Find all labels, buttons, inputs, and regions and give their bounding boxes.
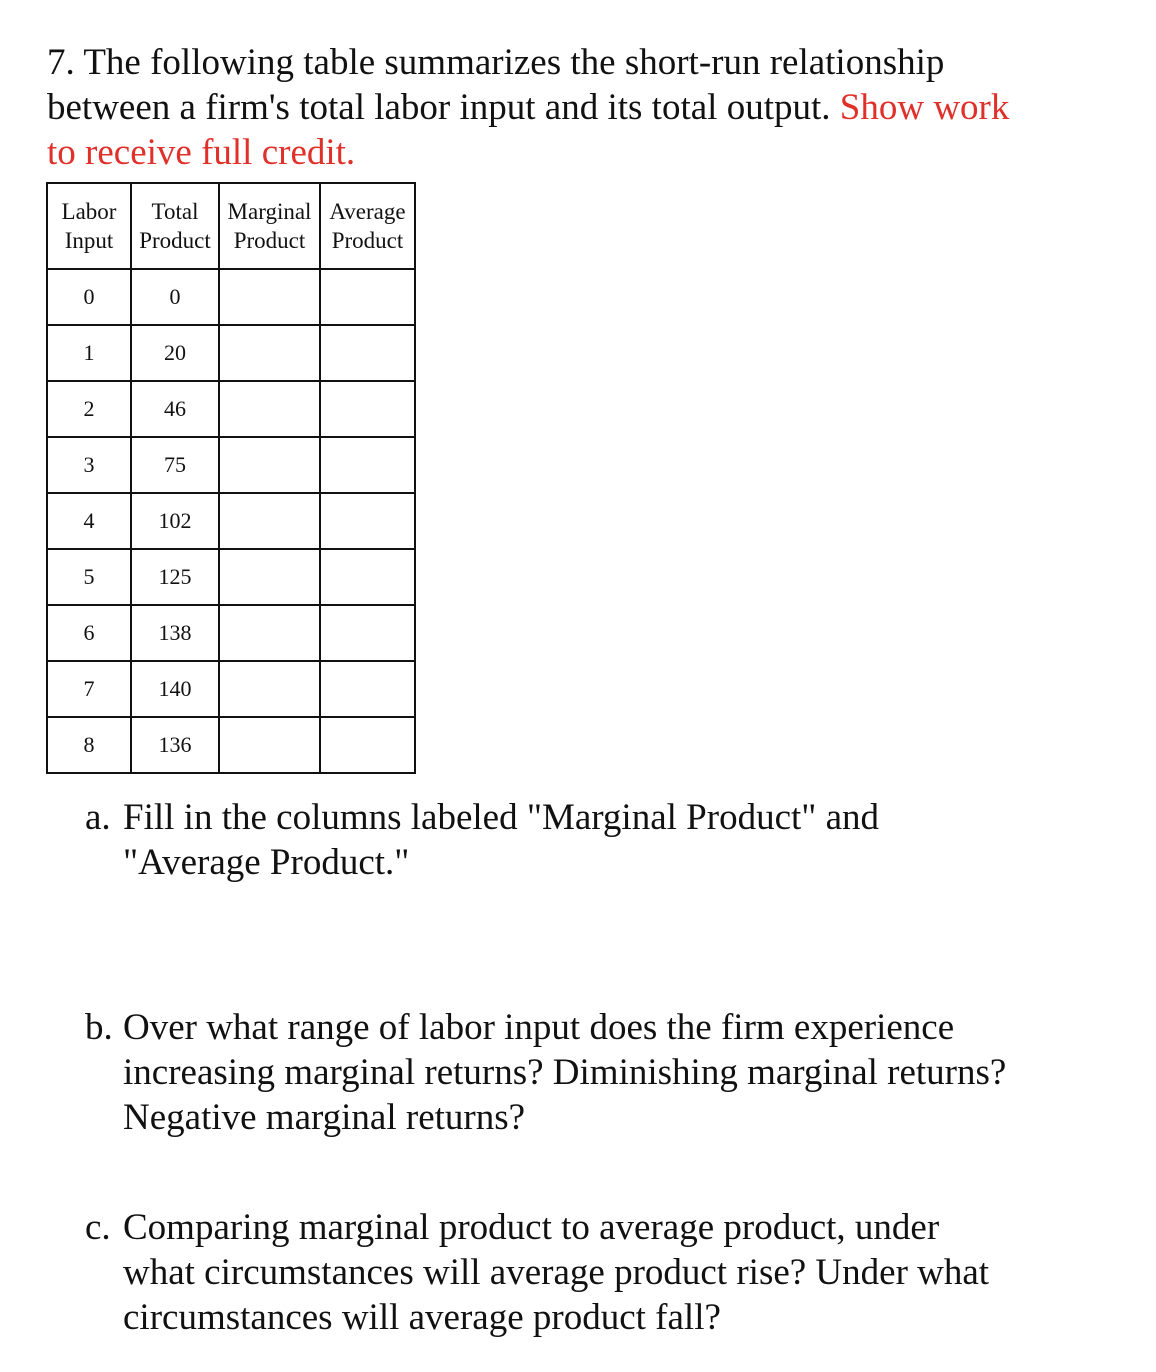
labor-cell: 3 [47, 437, 131, 493]
marginal-product-cell[interactable] [219, 605, 320, 661]
question-c [85, 1205, 1085, 1340]
table-row [47, 437, 415, 493]
question-b [85, 1005, 1085, 1140]
production-table [46, 182, 416, 774]
question-c-text: Comparing marginal product to average product, under [123, 1207, 940, 1248]
table-row [47, 661, 415, 717]
header-labor-input [47, 183, 131, 269]
marginal-product-cell[interactable] [219, 325, 320, 381]
total-product-cell: 75 [131, 437, 219, 493]
intro-highlight: Show work to receive full credit. [47, 87, 1010, 173]
average-product-cell[interactable] [320, 325, 415, 381]
header-total-product [131, 183, 219, 269]
average-product-cell[interactable] [320, 493, 415, 549]
total-product-cell: 20 [131, 325, 219, 381]
marginal-product-cell[interactable] [219, 661, 320, 717]
table-row [47, 381, 415, 437]
average-product-cell[interactable] [320, 717, 415, 773]
labor-cell: 8 [47, 717, 131, 773]
average-product-cell[interactable] [320, 661, 415, 717]
average-product-cell[interactable] [320, 381, 415, 437]
total-product-cell: 125 [131, 549, 219, 605]
labor-cell: 7 [47, 661, 131, 717]
total-product-cell: 0 [131, 269, 219, 325]
average-product-cell[interactable] [320, 437, 415, 493]
labor-cell: 1 [47, 325, 131, 381]
table-row [47, 493, 415, 549]
question-b-continuation: increasing marginal returns? Diminishing marginal returns? Negative marginal returns? [123, 1052, 1007, 1138]
header-text: Input [64, 228, 114, 253]
marginal-product-cell[interactable] [219, 381, 320, 437]
header-text: Total [151, 199, 199, 224]
header-text: Product [233, 228, 306, 253]
labor-cell: 2 [47, 381, 131, 437]
total-product-cell: 46 [131, 381, 219, 437]
table-row [47, 717, 415, 773]
average-product-cell[interactable] [320, 549, 415, 605]
header-marginal-product [219, 183, 320, 269]
labor-cell: 0 [47, 269, 131, 325]
table-row [47, 325, 415, 381]
total-product-cell: 138 [131, 605, 219, 661]
intro-text: 7. The following table summarizes the short-run relationship between a firm's total labor input and its total output. [47, 42, 945, 128]
question-a-continuation: "Average Product." [123, 842, 410, 883]
labor-cell: 4 [47, 493, 131, 549]
header-text: Labor [61, 199, 117, 224]
average-product-cell[interactable] [320, 605, 415, 661]
average-product-cell[interactable] [320, 269, 415, 325]
question-7-intro [47, 40, 1047, 175]
question-a-letter: a. [85, 797, 111, 838]
marginal-product-cell[interactable] [219, 549, 320, 605]
header-text: Product [139, 228, 211, 253]
production-table-wrapper [46, 182, 416, 774]
header-text: Marginal [227, 199, 312, 224]
marginal-product-cell[interactable] [219, 493, 320, 549]
table-row [47, 605, 415, 661]
marginal-product-cell[interactable] [219, 269, 320, 325]
table-header-row [47, 183, 415, 269]
question-a [85, 795, 1085, 885]
total-product-cell: 140 [131, 661, 219, 717]
marginal-product-cell[interactable] [219, 437, 320, 493]
question-c-letter: c. [85, 1207, 111, 1248]
question-c-continuation: what circumstances will average product rise? Under what circumstances will average product fall? [123, 1252, 990, 1338]
question-b-letter: b. [85, 1007, 113, 1048]
question-b-text: Over what range of labor input does the firm experience [123, 1007, 955, 1048]
labor-cell: 6 [47, 605, 131, 661]
labor-cell: 5 [47, 549, 131, 605]
question-a-text: Fill in the columns labeled "Marginal Product" and [123, 797, 880, 838]
table-row [47, 269, 415, 325]
total-product-cell: 136 [131, 717, 219, 773]
header-average-product [320, 183, 415, 269]
marginal-product-cell[interactable] [219, 717, 320, 773]
header-text: Product [331, 228, 404, 253]
header-text: Average [329, 199, 406, 224]
total-product-cell: 102 [131, 493, 219, 549]
table-row [47, 549, 415, 605]
